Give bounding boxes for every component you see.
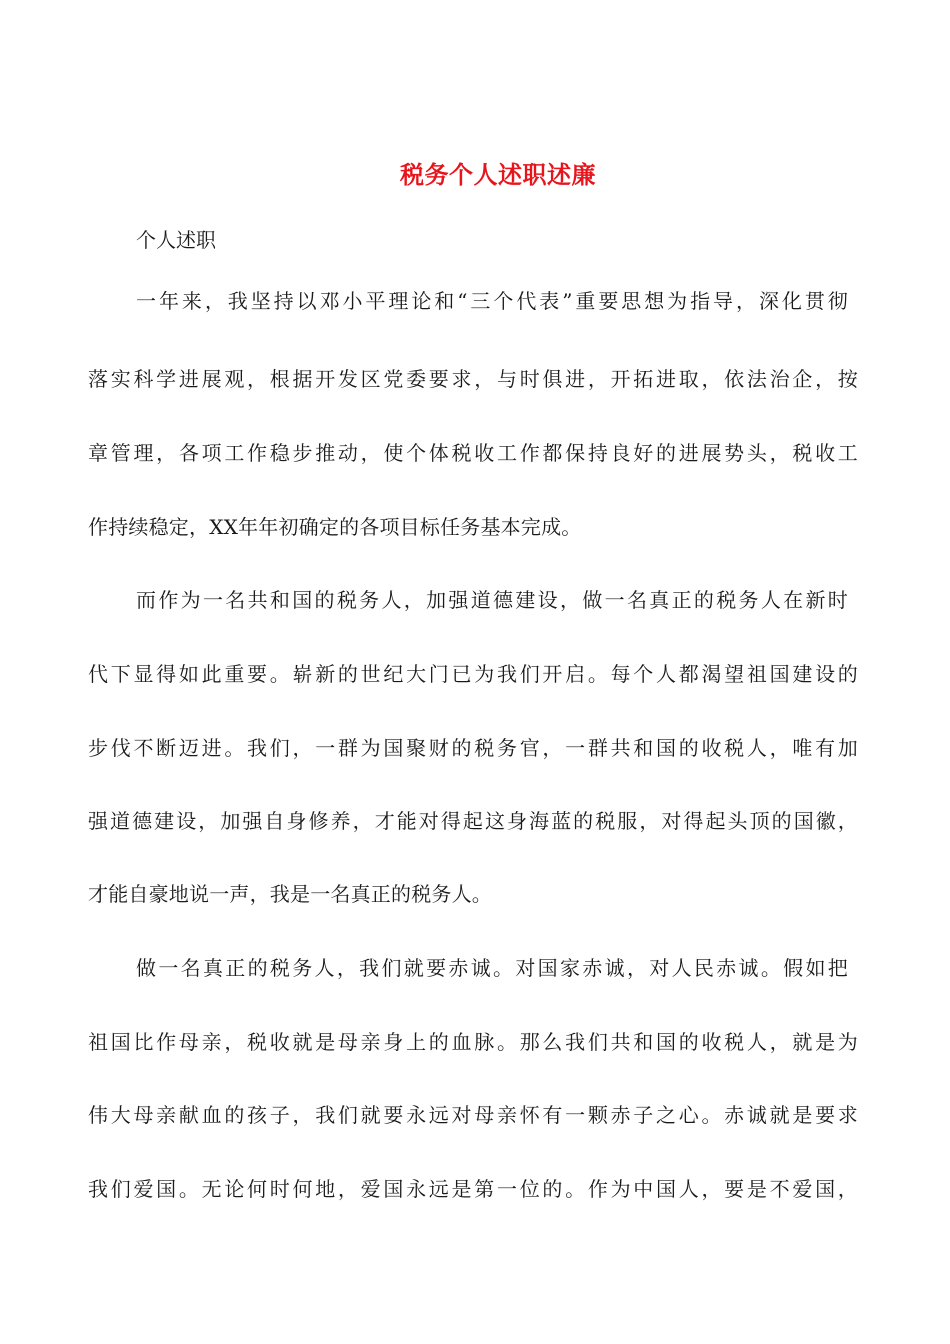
paragraph-1-line-3: 章管理，各项工作稳步推动，使个体税收工作都保持良好的进展势头，税收工: [88, 441, 858, 465]
paragraph-2-line-3: 步伐不断迈进。我们，一群为国聚财的税务官，一群共和国的收税人，唯有加: [88, 736, 858, 760]
paragraph-3-line-4: 我们爱国。无论何时何地，爱国永远是第一位的。作为中国人，要是不爱国，: [88, 1177, 858, 1201]
paragraph-3-line-2: 祖国比作母亲，税收就是母亲身上的血脉。那么我们共和国的收税人，就是为: [88, 1030, 858, 1054]
paragraph-3-line-3: 伟大母亲献血的孩子，我们就要永远对母亲怀有一颗赤子之心。赤诚就是要求: [88, 1103, 858, 1127]
paragraph-2-line-1: 而作为一名共和国的税务人，加强道德建设，做一名真正的税务人在新时: [136, 588, 848, 612]
paragraph-2-line-4: 强道德建设，加强自身修养，才能对得起这身海蓝的税服，对得起头顶的国徽，: [88, 809, 858, 833]
paragraph-1-line-1: 一年来，我坚持以邓小平理论和“三个代表”重要思想为指导，深化贯彻: [136, 289, 848, 313]
paragraph-1-line-2: 落实科学进展观，根据开发区党委要求，与时俱进，开拓进取，依法治企，按: [88, 367, 858, 391]
document-title: 税务个人述职述廉: [400, 160, 596, 189]
paragraph-2-line-2: 代下显得如此重要。崭新的世纪大门已为我们开启。每个人都渴望祖国建设的: [88, 662, 858, 686]
paragraph-1-line-4: 作持续稳定，XX年年初确定的各项目标任务基本完成。: [88, 515, 582, 539]
section-heading: 个人述职: [136, 228, 216, 252]
paragraph-3-line-1: 做一名真正的税务人，我们就要赤诚。对国家赤诚，对人民赤诚。假如把: [136, 956, 848, 980]
paragraph-2-line-5: 才能自豪地说一声，我是一名真正的税务人。: [88, 882, 492, 906]
